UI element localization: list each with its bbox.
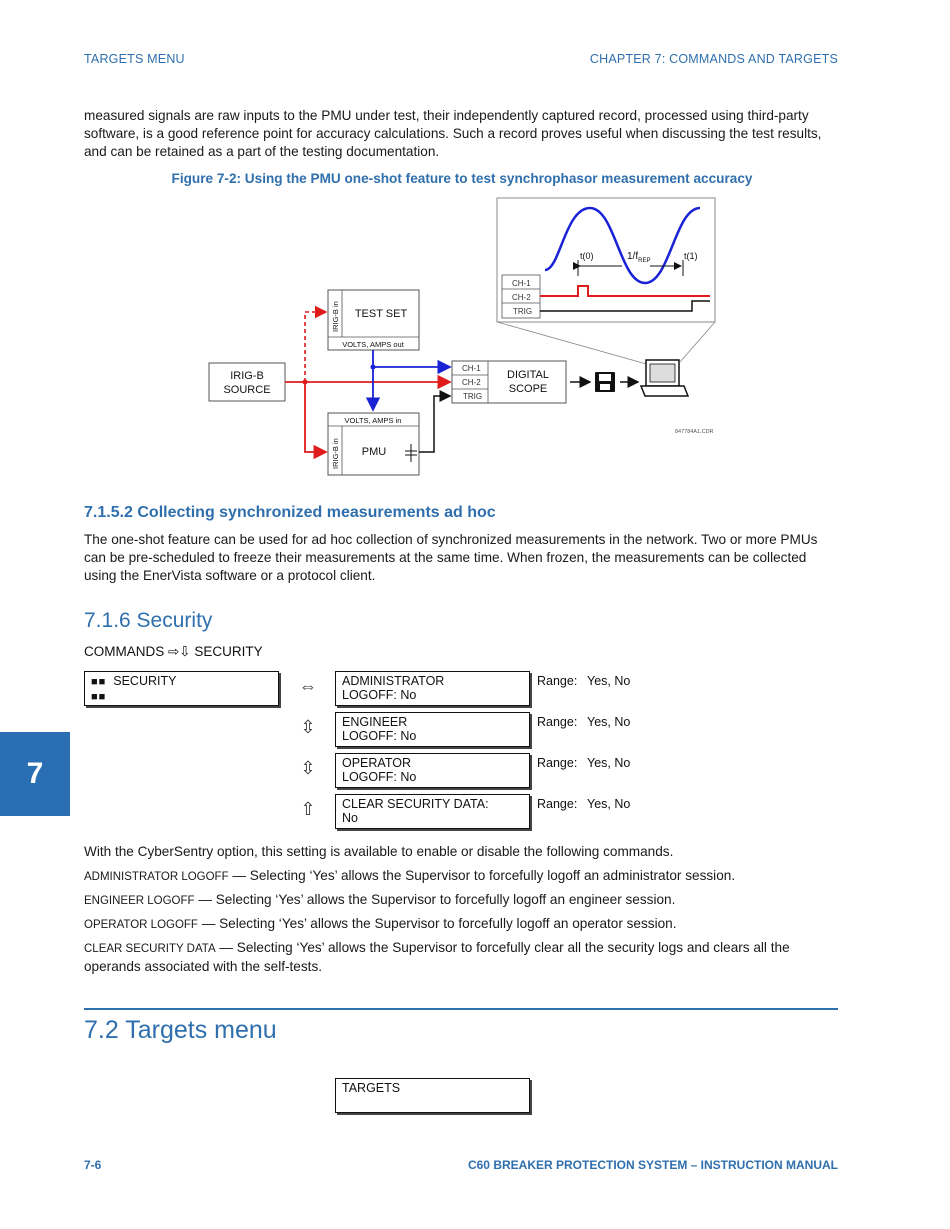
targets-menu-label: TARGETS <box>342 1081 401 1095</box>
range-label: Range: <box>537 674 578 688</box>
command-description <box>84 891 840 910</box>
footer-manual-title: C60 BREAKER PROTECTION SYSTEM – INSTRUCTION MANUAL <box>467 1158 838 1172</box>
security-menu-root <box>84 671 279 706</box>
chapter-tab: 7 <box>0 732 70 816</box>
command-name: CLEAR SECURITY DATA <box>84 943 216 955</box>
scope-label-line2: SCOPE <box>508 383 548 395</box>
freq-subscript: REP <box>638 258 651 264</box>
menu-path: COMMANDS ⇨⇩ SECURITY <box>84 644 263 659</box>
running-header-left: TARGETS MENU <box>84 52 185 66</box>
volts-amps-in: VOLTS, AMPS in <box>344 416 402 425</box>
setting-name: ADMINISTRATOR <box>342 674 445 688</box>
range-label: Range: <box>537 756 578 770</box>
intro-paragraph: measured signals are raw inputs to the PMU under test, their independently captured record, processed using third-party software, is a good reference point for accuracy calculations. Such a record proves useful when discussing the test results, and can be retained as a part of the testing documentation. <box>84 108 822 159</box>
drawing-id: 847784A1.CDR <box>675 429 714 435</box>
setting-value: LOGOFF: No <box>342 729 417 743</box>
administrator-logoff-setting <box>335 671 530 706</box>
setting-name: OPERATOR <box>342 756 411 770</box>
inset-ch1-label: CH-1 <box>512 279 531 288</box>
t1-label: t(1) <box>684 251 698 261</box>
figure-caption: Figure 7-2: Using the PMU one-shot feature to test synchrophasor measurement accuracy <box>171 171 753 186</box>
floppy-disk-icon <box>595 372 615 392</box>
setting-value: LOGOFF: No <box>342 770 417 784</box>
setting-value: No <box>342 811 358 825</box>
command-description <box>84 915 840 934</box>
section-7152-paragraph: The one-shot feature can be used for ad hoc collection of synchronized measurements in the network. Two or more PMUs can be pre-scheduled to freeze their measurements at the same time. When frozen, the measurements can be collected using the EnerVista software or a protocol client. <box>84 532 818 583</box>
range-value: Yes, No <box>587 674 631 688</box>
inset-ch2-label: CH-2 <box>512 293 531 302</box>
setting-value: LOGOFF: No <box>342 688 417 702</box>
command-description <box>84 867 840 886</box>
command-name: ENGINEER LOGOFF <box>84 895 195 907</box>
test-set-irig-in: IRIG-B in <box>331 301 340 332</box>
left-right-arrow-icon: ⇔ <box>299 676 317 696</box>
scope-trig-label: TRIG <box>463 392 483 401</box>
section-72-heading: 7.2 Targets menu <box>84 1016 277 1044</box>
command-text: — Selecting ‘Yes’ allows the Supervisor to forcefully logoff an engineer session. <box>194 892 676 907</box>
command-text: — Selecting ‘Yes’ allows the Supervisor to forcefully clear all the security logs and clears all the operands associated with the self-tests. <box>84 940 790 974</box>
scope-display-inset <box>497 198 715 322</box>
section-7152-heading: 7.1.5.2 Collecting synchronized measurements ad hoc <box>84 504 496 521</box>
menu-block-glyph: ■■ <box>91 676 107 688</box>
range-value: Yes, No <box>587 715 631 729</box>
security-menu-label: SECURITY <box>113 674 177 688</box>
pmu-irig-in: IRIG-B in <box>331 438 340 469</box>
test-set-label: TEST SET <box>354 308 408 320</box>
clear-security-data-setting <box>335 794 530 829</box>
scope-label-line1: DIGITAL <box>507 369 549 381</box>
up-down-arrow-icon: ⇳ <box>300 717 316 737</box>
volts-amps-out: VOLTS, AMPS out <box>342 340 404 349</box>
range-value: Yes, No <box>587 797 631 811</box>
security-description: With the CyberSentry option, this setting is available to enable or disable the following commands. <box>84 844 674 859</box>
pmu-test-diagram <box>0 190 950 469</box>
setting-name: ENGINEER <box>342 715 408 729</box>
command-text: — Selecting ‘Yes’ allows the Supervisor to forcefully logoff an operator session. <box>197 916 677 931</box>
laptop-icon <box>641 360 688 396</box>
command-description <box>84 939 840 976</box>
pmu-label: PMU <box>361 446 387 458</box>
section-716-heading: 7.1.6 Security <box>84 609 213 632</box>
page-number: 7-6 <box>84 1158 102 1172</box>
operator-logoff-setting <box>335 753 530 788</box>
targets-menu-box <box>335 1078 530 1113</box>
engineer-logoff-setting <box>335 712 530 747</box>
irig-b-source-line2: SOURCE <box>223 384 271 396</box>
scope-ch2-label: CH-2 <box>462 378 481 387</box>
up-arrow-icon: ⇧ <box>300 799 316 819</box>
range-label: Range: <box>537 797 578 811</box>
t0-label: t(0) <box>580 251 594 261</box>
setting-name: CLEAR SECURITY DATA: <box>342 797 489 811</box>
irig-b-source-line1: IRIG-B <box>230 370 264 382</box>
command-text: — Selecting ‘Yes’ allows the Supervisor to forcefully logoff an administrator session. <box>228 868 736 883</box>
section-divider <box>84 1008 838 1010</box>
command-name: OPERATOR LOGOFF <box>84 919 198 931</box>
menu-block-glyph: ■■ <box>91 691 107 703</box>
inset-trig-label: TRIG <box>513 307 533 316</box>
range-value: Yes, No <box>587 756 631 770</box>
freq-label: 1/f <box>627 251 639 262</box>
up-down-arrow-icon: ⇳ <box>300 758 316 778</box>
running-header-right: CHAPTER 7: COMMANDS AND TARGETS <box>589 52 838 66</box>
scope-ch1-label: CH-1 <box>462 364 481 373</box>
command-name: ADMINISTRATOR LOGOFF <box>84 871 229 883</box>
range-label: Range: <box>537 715 578 729</box>
